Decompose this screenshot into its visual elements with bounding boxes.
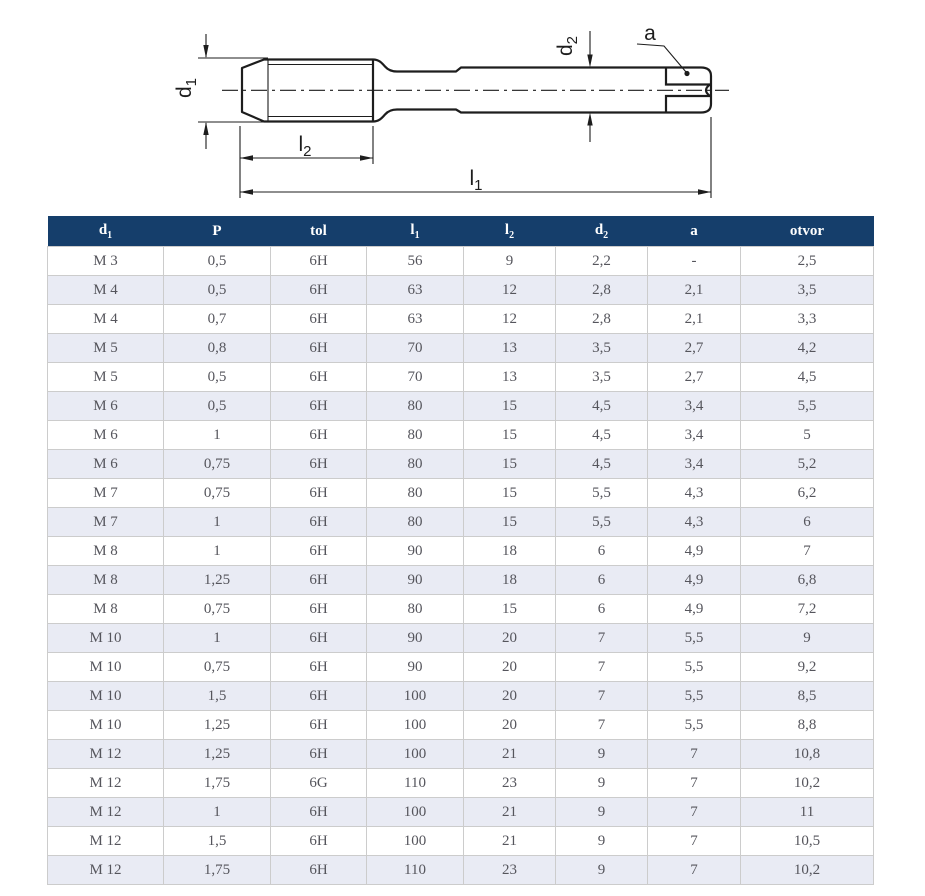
cell-tol: 6H — [271, 276, 367, 305]
cell-l2: 15 — [464, 479, 556, 508]
cell-d1: M 5 — [48, 363, 164, 392]
cell-otvor: 7,2 — [741, 595, 874, 624]
cell-P: 0,5 — [164, 276, 271, 305]
cell-P: 1 — [164, 508, 271, 537]
cell-d2: 7 — [556, 624, 648, 653]
cell-l2: 21 — [464, 798, 556, 827]
cell-d1: M 7 — [48, 479, 164, 508]
cell-P: 1 — [164, 421, 271, 450]
cell-l1: 100 — [367, 711, 464, 740]
table-row — [48, 363, 874, 392]
cell-d2: 9 — [556, 798, 648, 827]
cell-l2: 23 — [464, 856, 556, 885]
cell-l1: 70 — [367, 334, 464, 363]
table-row — [48, 276, 874, 305]
table-row — [48, 740, 874, 769]
table-row — [48, 537, 874, 566]
cell-l1: 100 — [367, 682, 464, 711]
cell-P: 0,75 — [164, 595, 271, 624]
cell-tol: 6H — [271, 421, 367, 450]
table-row — [48, 247, 874, 276]
square-drive-top — [666, 69, 711, 85]
cell-P: 1,75 — [164, 769, 271, 798]
dimension-d1 — [198, 34, 268, 149]
cell-a: - — [648, 247, 741, 276]
cell-P: 1,75 — [164, 856, 271, 885]
cell-d1: M 10 — [48, 653, 164, 682]
cell-tol: 6H — [271, 798, 367, 827]
cell-l1: 110 — [367, 856, 464, 885]
cell-d2: 7 — [556, 653, 648, 682]
cell-otvor: 5,5 — [741, 392, 874, 421]
cell-otvor: 4,5 — [741, 363, 874, 392]
cell-a: 5,5 — [648, 711, 741, 740]
cell-tol: 6H — [271, 305, 367, 334]
cell-otvor: 10,2 — [741, 769, 874, 798]
cell-otvor: 6,8 — [741, 566, 874, 595]
d2-arrow-top — [587, 55, 592, 68]
table-row — [48, 566, 874, 595]
cell-d2: 5,5 — [556, 479, 648, 508]
column-header-l1: $l_1$ — [367, 216, 464, 247]
cell-a: 2,7 — [648, 363, 741, 392]
dim-label-a: a — [644, 22, 656, 45]
cell-d2: 3,5 — [556, 363, 648, 392]
cell-tol: 6H — [271, 363, 367, 392]
cell-d1: M 12 — [48, 740, 164, 769]
cell-l2: 15 — [464, 392, 556, 421]
cell-d2: 9 — [556, 769, 648, 798]
cell-tol: 6H — [271, 508, 367, 537]
cell-P: 1 — [164, 798, 271, 827]
cell-tol: 6H — [271, 479, 367, 508]
cell-otvor: 9 — [741, 624, 874, 653]
cell-a: 4,9 — [648, 537, 741, 566]
cell-d2: 6 — [556, 537, 648, 566]
cell-otvor: 5,2 — [741, 450, 874, 479]
tap-technical-drawing — [0, 0, 925, 212]
d1-arrow-bottom — [203, 122, 208, 135]
cell-tol: 6H — [271, 827, 367, 856]
spec-table-header — [48, 216, 874, 247]
table-row — [48, 711, 874, 740]
cell-otvor: 10,5 — [741, 827, 874, 856]
cell-d2: 4,5 — [556, 450, 648, 479]
cell-d1: M 6 — [48, 450, 164, 479]
cell-l2: 15 — [464, 508, 556, 537]
cell-d2: 6 — [556, 595, 648, 624]
cell-tol: 6G — [271, 769, 367, 798]
cell-l2: 21 — [464, 827, 556, 856]
cell-l1: 80 — [367, 421, 464, 450]
table-row — [48, 392, 874, 421]
table-row — [48, 827, 874, 856]
a-leader-dot — [684, 71, 689, 76]
cell-d2: 6 — [556, 566, 648, 595]
cell-P: 0,5 — [164, 392, 271, 421]
cell-d1: M 5 — [48, 334, 164, 363]
cell-otvor: 3,5 — [741, 276, 874, 305]
cell-l2: 20 — [464, 653, 556, 682]
cell-P: 0,7 — [164, 305, 271, 334]
cell-d2: 5,5 — [556, 508, 648, 537]
table-row — [48, 450, 874, 479]
table-row — [48, 334, 874, 363]
d1-arrow-top — [203, 45, 208, 58]
cell-l1: 110 — [367, 769, 464, 798]
cell-l1: 90 — [367, 566, 464, 595]
cell-tol: 6H — [271, 711, 367, 740]
cell-a: 4,9 — [648, 595, 741, 624]
cell-tol: 6H — [271, 392, 367, 421]
cell-d1: M 8 — [48, 537, 164, 566]
tap-spec-table — [47, 216, 874, 885]
cell-otvor: 7 — [741, 537, 874, 566]
cell-otvor: 8,8 — [741, 711, 874, 740]
cell-d2: 7 — [556, 682, 648, 711]
cell-P: 1,5 — [164, 682, 271, 711]
cell-d1: M 4 — [48, 276, 164, 305]
cell-d1: M 12 — [48, 798, 164, 827]
column-header-tol: tol — [271, 216, 367, 247]
cell-P: 0,8 — [164, 334, 271, 363]
cell-tol: 6H — [271, 566, 367, 595]
cell-l1: 100 — [367, 798, 464, 827]
cell-d1: M 12 — [48, 827, 164, 856]
cell-a: 7 — [648, 798, 741, 827]
cell-P: 0,75 — [164, 479, 271, 508]
cell-l2: 18 — [464, 566, 556, 595]
cell-d1: M 6 — [48, 421, 164, 450]
cell-tol: 6H — [271, 595, 367, 624]
cell-tol: 6H — [271, 537, 367, 566]
column-header-l2: $l_2$ — [464, 216, 556, 247]
cell-l1: 63 — [367, 276, 464, 305]
cell-l1: 80 — [367, 479, 464, 508]
cell-P: 1 — [164, 537, 271, 566]
column-header-P: P — [164, 216, 271, 247]
cell-l1: 56 — [367, 247, 464, 276]
cell-otvor: 9,2 — [741, 653, 874, 682]
cell-d1: M 6 — [48, 392, 164, 421]
cell-P: 1 — [164, 624, 271, 653]
cell-a: 4,3 — [648, 479, 741, 508]
cell-l2: 23 — [464, 769, 556, 798]
cell-tol: 6H — [271, 334, 367, 363]
l2-arrow-right — [360, 155, 373, 160]
cell-l1: 80 — [367, 392, 464, 421]
cell-otvor: 3,3 — [741, 305, 874, 334]
cell-d2: 4,5 — [556, 421, 648, 450]
tap-drawing-svg — [0, 0, 925, 212]
cell-P: 0,5 — [164, 363, 271, 392]
dim-label-l2: $l_2$ — [298, 133, 312, 160]
cell-l1: 90 — [367, 624, 464, 653]
cell-l1: 90 — [367, 653, 464, 682]
table-row — [48, 305, 874, 334]
cell-otvor: 2,5 — [741, 247, 874, 276]
table-row — [48, 653, 874, 682]
column-header-d2: $d_2$ — [556, 216, 648, 247]
cell-d1: M 10 — [48, 624, 164, 653]
cell-l2: 21 — [464, 740, 556, 769]
dim-label-d2: $d_2$ — [554, 35, 581, 57]
cell-P: 1,5 — [164, 827, 271, 856]
cell-d2: 3,5 — [556, 334, 648, 363]
cell-a: 2,7 — [648, 334, 741, 363]
column-header-d1: $d_1$ — [48, 216, 164, 247]
cell-l1: 80 — [367, 508, 464, 537]
cell-a: 7 — [648, 827, 741, 856]
cell-d1: M 10 — [48, 682, 164, 711]
cell-a: 7 — [648, 769, 741, 798]
cell-P: 0,5 — [164, 247, 271, 276]
cell-a: 3,4 — [648, 450, 741, 479]
cell-a: 5,5 — [648, 624, 741, 653]
cell-a: 4,9 — [648, 566, 741, 595]
cell-l2: 20 — [464, 682, 556, 711]
cell-d2: 9 — [556, 856, 648, 885]
cell-a: 4,3 — [648, 508, 741, 537]
cell-l2: 12 — [464, 276, 556, 305]
cell-l1: 90 — [367, 537, 464, 566]
cell-d1: M 4 — [48, 305, 164, 334]
cell-P: 1,25 — [164, 566, 271, 595]
cell-d1: M 10 — [48, 711, 164, 740]
cell-a: 5,5 — [648, 682, 741, 711]
cell-a: 3,4 — [648, 392, 741, 421]
cell-tol: 6H — [271, 682, 367, 711]
cell-a: 3,4 — [648, 421, 741, 450]
table-row — [48, 798, 874, 827]
cell-d2: 2,8 — [556, 305, 648, 334]
cell-otvor: 6,2 — [741, 479, 874, 508]
cell-l1: 80 — [367, 595, 464, 624]
cell-tol: 6H — [271, 653, 367, 682]
cell-l1: 80 — [367, 450, 464, 479]
d2-arrow-bottom — [587, 113, 592, 126]
cell-tol: 6H — [271, 740, 367, 769]
cell-l2: 15 — [464, 450, 556, 479]
cell-otvor: 10,8 — [741, 740, 874, 769]
cell-l2: 18 — [464, 537, 556, 566]
cell-d2: 2,2 — [556, 247, 648, 276]
cell-d2: 2,8 — [556, 276, 648, 305]
cell-l2: 20 — [464, 711, 556, 740]
table-row — [48, 682, 874, 711]
cell-otvor: 4,2 — [741, 334, 874, 363]
table-row — [48, 479, 874, 508]
cell-d1: M 12 — [48, 856, 164, 885]
l2-arrow-left — [240, 155, 253, 160]
cell-P: 0,75 — [164, 653, 271, 682]
dim-label-l1: $l_1$ — [469, 167, 483, 194]
cell-d2: 9 — [556, 827, 648, 856]
cell-l2: 9 — [464, 247, 556, 276]
cell-otvor: 11 — [741, 798, 874, 827]
cell-tol: 6H — [271, 450, 367, 479]
table-row — [48, 624, 874, 653]
cell-d1: M 3 — [48, 247, 164, 276]
cell-a: 7 — [648, 740, 741, 769]
l1-arrow-right — [698, 189, 711, 194]
table-row — [48, 595, 874, 624]
cell-d2: 4,5 — [556, 392, 648, 421]
cell-d1: M 12 — [48, 769, 164, 798]
cell-otvor: 5 — [741, 421, 874, 450]
cell-d1: M 8 — [48, 595, 164, 624]
square-drive-bottom — [666, 96, 711, 112]
cell-P: 1,25 — [164, 740, 271, 769]
cell-a: 2,1 — [648, 305, 741, 334]
cell-otvor: 8,5 — [741, 682, 874, 711]
cell-a: 5,5 — [648, 653, 741, 682]
cell-d2: 7 — [556, 711, 648, 740]
cell-l2: 15 — [464, 421, 556, 450]
cell-d2: 9 — [556, 740, 648, 769]
cell-tol: 6H — [271, 247, 367, 276]
cell-l1: 100 — [367, 740, 464, 769]
cell-l1: 100 — [367, 827, 464, 856]
cell-d1: M 8 — [48, 566, 164, 595]
dim-label-d1: $d_1$ — [173, 77, 200, 99]
header-row — [48, 216, 874, 247]
cell-a: 2,1 — [648, 276, 741, 305]
cell-l1: 63 — [367, 305, 464, 334]
column-header-a: a — [648, 216, 741, 247]
table-row — [48, 508, 874, 537]
cell-tol: 6H — [271, 624, 367, 653]
cell-l2: 20 — [464, 624, 556, 653]
cell-l1: 70 — [367, 363, 464, 392]
cell-P: 1,25 — [164, 711, 271, 740]
cell-otvor: 10,2 — [741, 856, 874, 885]
cell-l2: 13 — [464, 334, 556, 363]
cell-tol: 6H — [271, 856, 367, 885]
cell-l2: 15 — [464, 595, 556, 624]
cell-l2: 13 — [464, 363, 556, 392]
table-row — [48, 421, 874, 450]
cell-a: 7 — [648, 856, 741, 885]
cell-d1: M 7 — [48, 508, 164, 537]
cell-otvor: 6 — [741, 508, 874, 537]
table-row — [48, 856, 874, 885]
cell-l2: 12 — [464, 305, 556, 334]
l1-arrow-left — [240, 189, 253, 194]
table-row — [48, 769, 874, 798]
cell-P: 0,75 — [164, 450, 271, 479]
column-header-otvor: otvor — [741, 216, 874, 247]
